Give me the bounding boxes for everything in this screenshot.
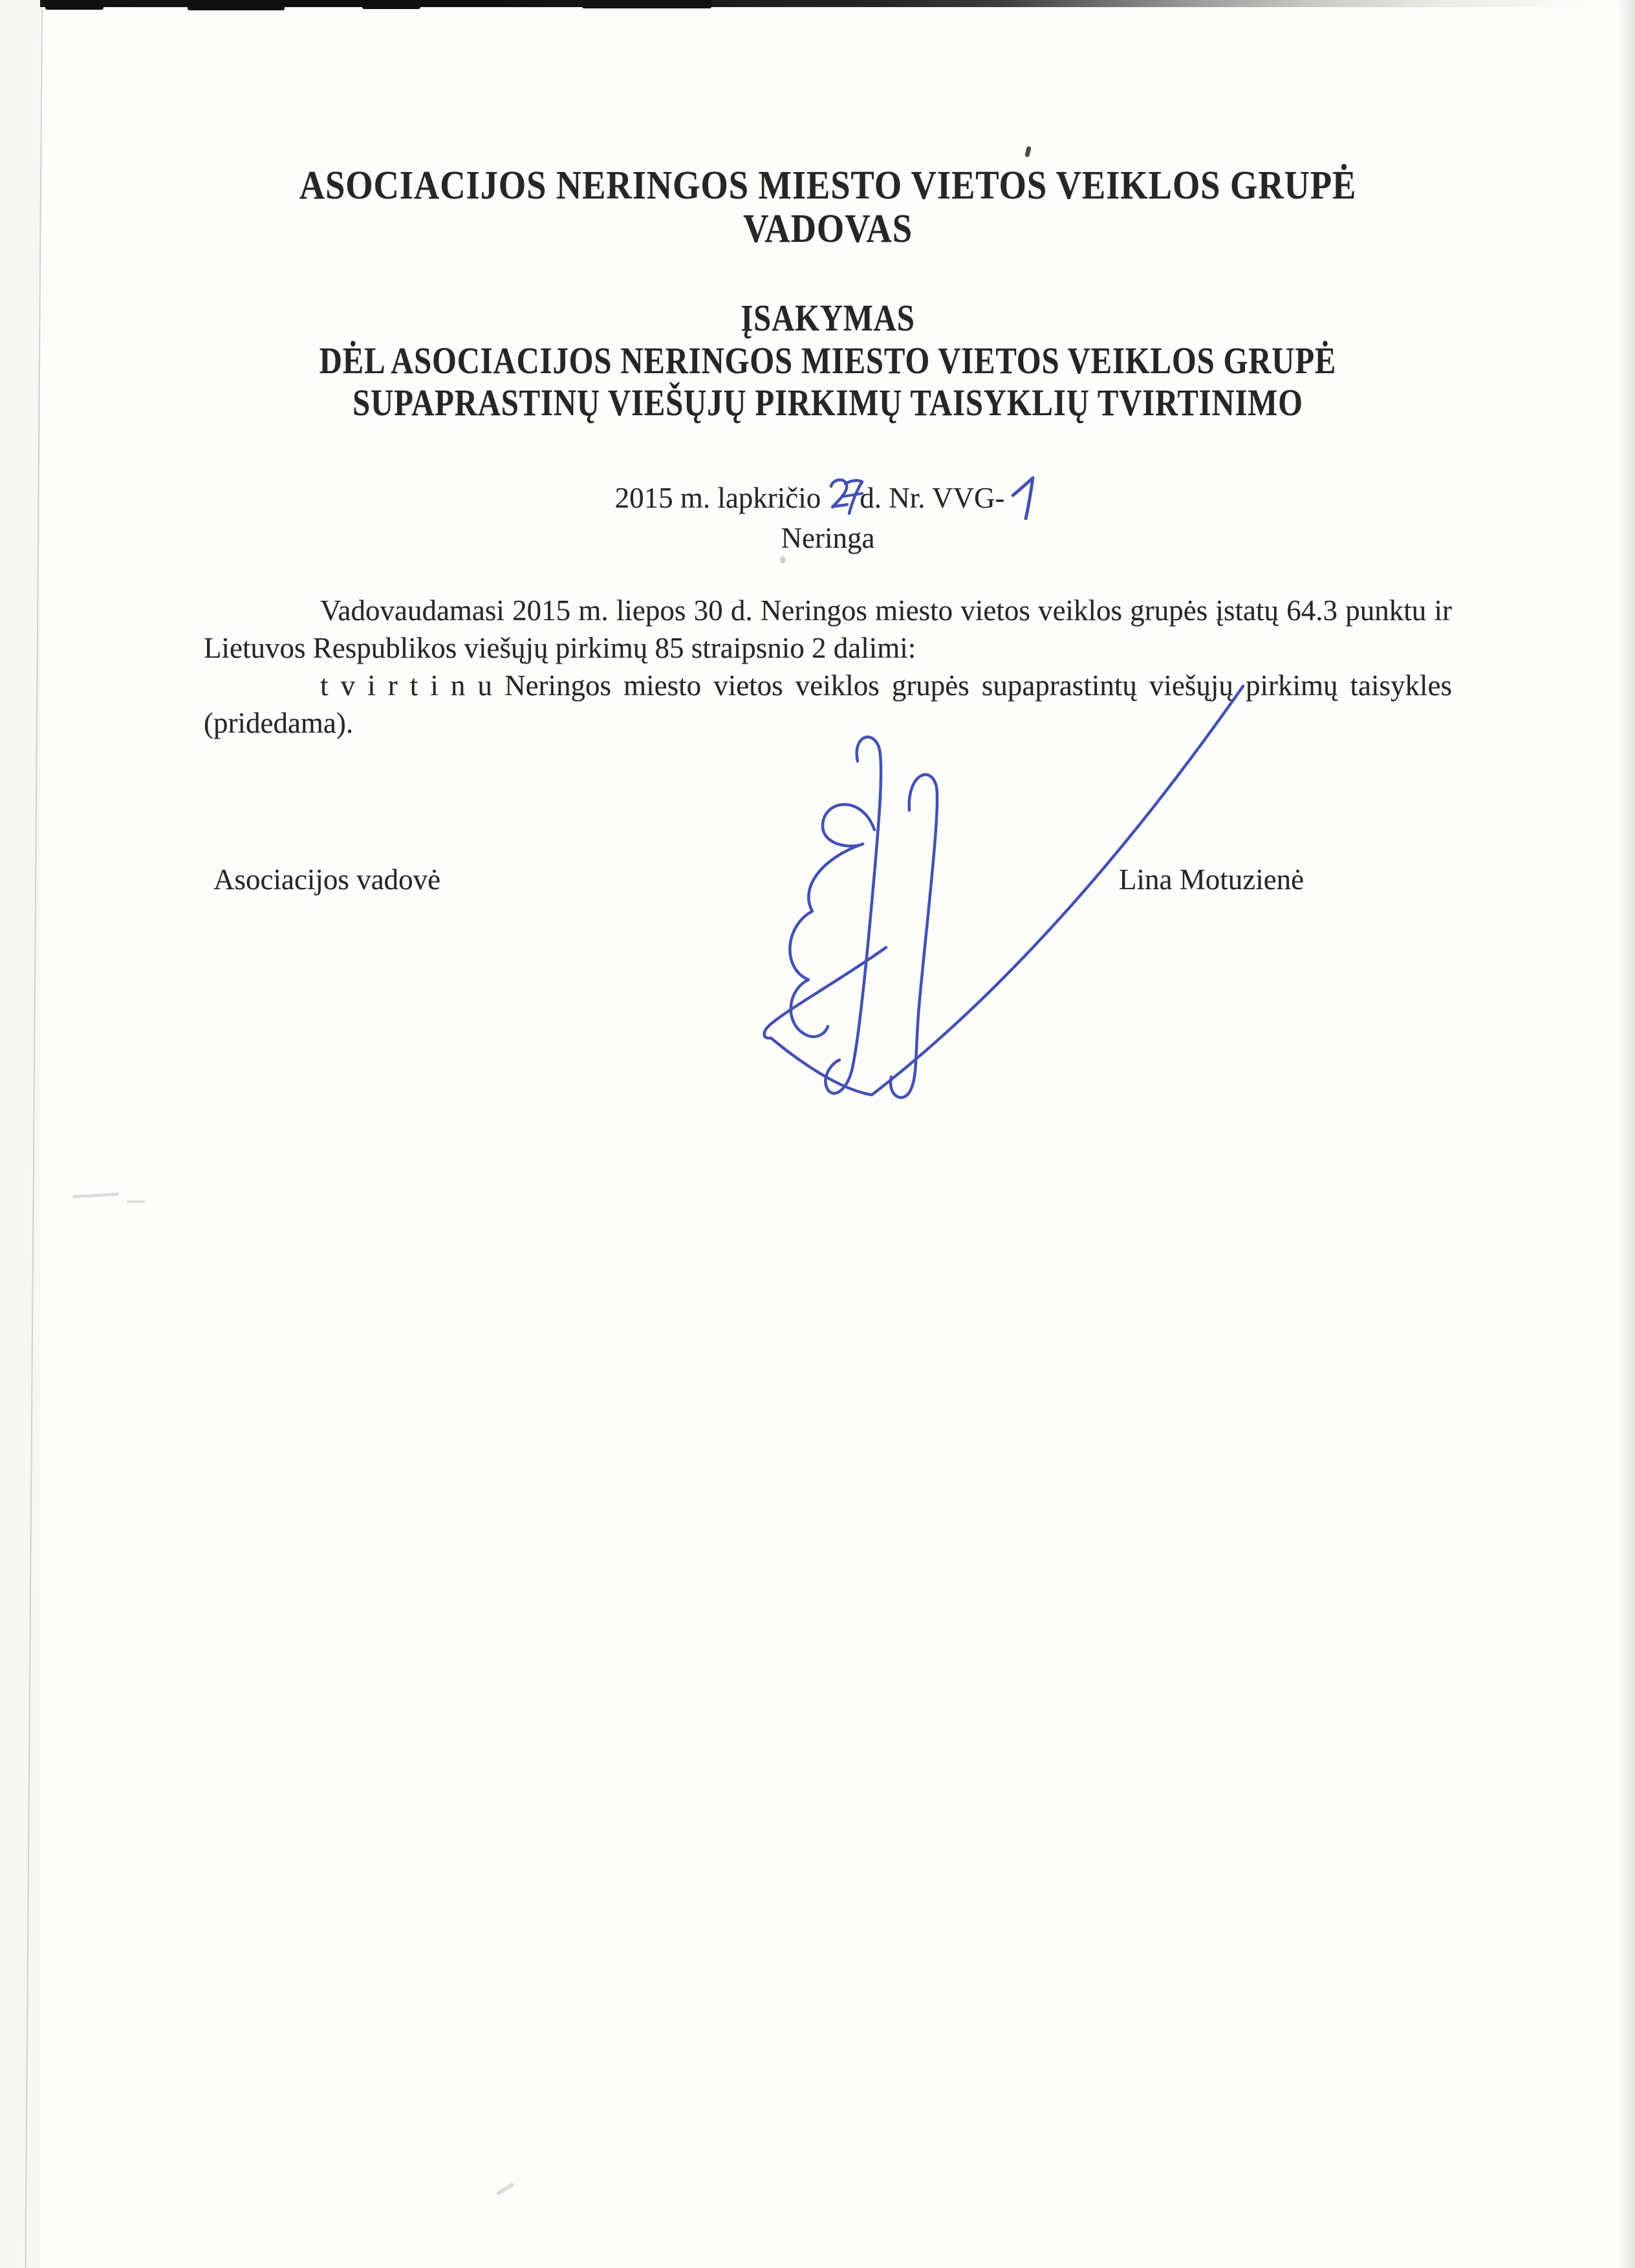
signer-name: Lina Motuzienė <box>1119 863 1305 896</box>
org-title-line2: VADOVAS <box>743 207 913 251</box>
scan-pencil-mark <box>72 1193 119 1198</box>
signer-role: Asociacijos vadovė <box>213 863 441 896</box>
subject-line-del: DĖL ASOCIACIJOS NERINGOS MIESTO VIETOS VEIKLOS GRUPĖ <box>319 340 1337 382</box>
scan-pencil-mark <box>127 1200 145 1203</box>
date-middle: d. Nr. VVG- <box>860 482 1005 514</box>
scan-speck <box>780 556 786 563</box>
subject-line-isakymas: ĮSAKYMAS <box>741 297 915 339</box>
signature-ink <box>724 676 1268 1129</box>
paragraph-legal-basis: Vadovaudamasi 2015 m. liepos 30 d. Neringos miesto vietos veiklos grupės įstatų 64.3 punktu ir Lietuvos Respublikos viešųjų pirkimų 85 straipsnio 2 dalimi: <box>204 594 1452 664</box>
scan-edge-blob <box>362 0 420 9</box>
place-line: Neringa <box>781 522 875 554</box>
decree-word: t v i r t i n u <box>320 669 493 702</box>
scan-edge-blob <box>45 0 103 10</box>
scan-edge-blob <box>582 0 711 8</box>
scan-right-edge <box>1618 0 1635 2268</box>
org-title-line1: ASOCIACIJOS NERINGOS MIESTO VIETOS VEIKLOS GRUPĖ <box>299 164 1357 208</box>
scan-speck <box>1024 146 1032 157</box>
decree-rest: Neringos miesto vietos veiklos grupės supaprastintų viešųjų pirkimų taisykles (pridedama). <box>204 669 1453 739</box>
date-line <box>204 481 1452 520</box>
subject-line-taisykliu: SUPAPRASTINŲ VIEŠŲJŲ PIRKIMŲ TAISYKLIŲ TVIRTINIMO <box>352 382 1303 424</box>
handwritten-number-ink <box>1010 475 1041 520</box>
scan-speck <box>496 2183 515 2196</box>
scan-edge-blob <box>188 0 285 10</box>
date-prefix: 2015 m. lapkričio <box>614 482 821 514</box>
